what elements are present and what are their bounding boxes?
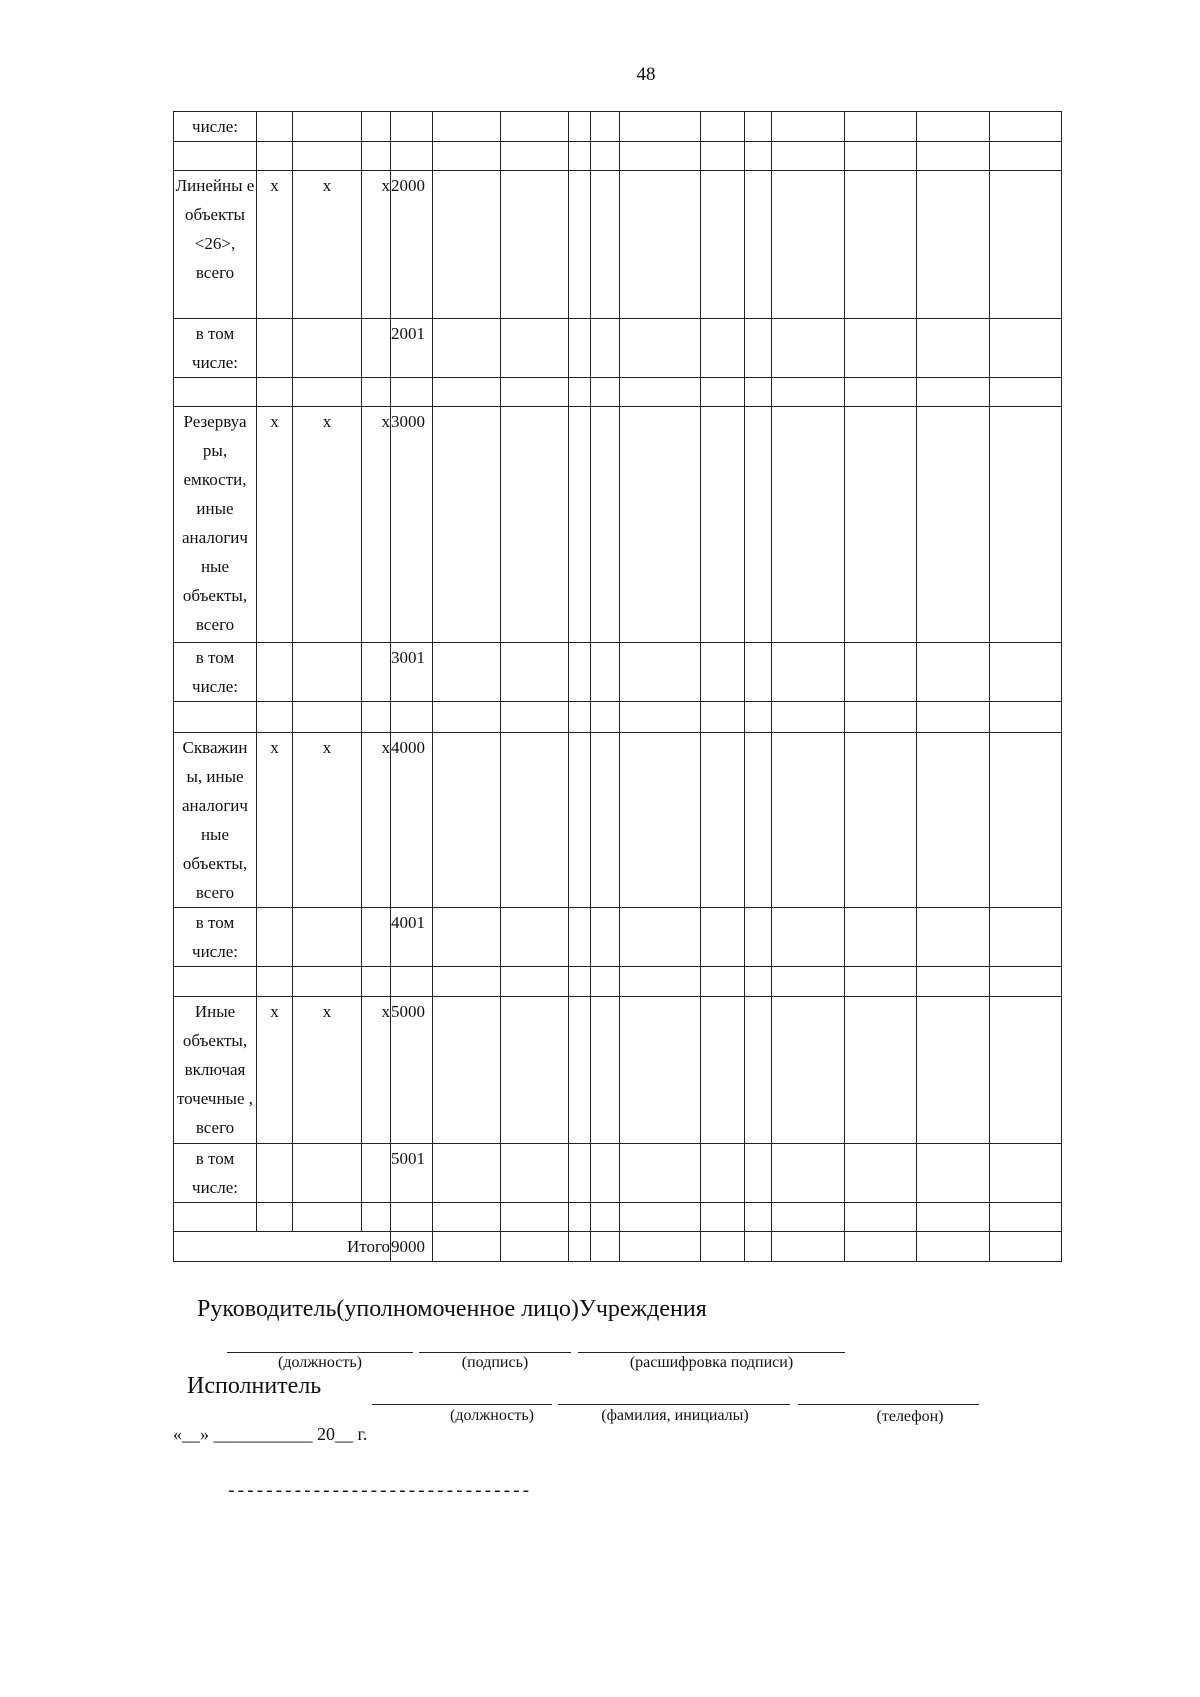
table-cell bbox=[391, 378, 433, 407]
table-cell bbox=[990, 908, 1062, 967]
table-cell bbox=[772, 997, 845, 1144]
table-cell bbox=[845, 112, 917, 142]
executor-title: Исполнитель bbox=[187, 1373, 322, 1399]
head-signature-title: Руководитель(уполномоченное лицо)Учреждения bbox=[197, 1296, 707, 1322]
row-code: 9000 bbox=[391, 1232, 433, 1262]
table-row bbox=[174, 378, 1062, 407]
table-cell bbox=[620, 1144, 701, 1203]
table-cell bbox=[990, 733, 1062, 908]
table-cell bbox=[845, 967, 917, 997]
table-row bbox=[174, 908, 1062, 967]
table-cell bbox=[845, 997, 917, 1144]
table-cell bbox=[845, 142, 917, 171]
table-cell bbox=[990, 378, 1062, 407]
executor-position-caption: (должность) bbox=[450, 1407, 534, 1424]
table-cell bbox=[433, 319, 501, 378]
row-code: 2000 bbox=[391, 171, 433, 319]
head-signature-line[interactable] bbox=[419, 1352, 571, 1353]
table-cell bbox=[701, 171, 745, 319]
row-name: в том числе: bbox=[174, 643, 257, 702]
table-cell bbox=[701, 643, 745, 702]
table-cell bbox=[990, 142, 1062, 171]
table-cell bbox=[391, 702, 433, 733]
cell-x: х bbox=[257, 171, 293, 319]
table-cell bbox=[917, 319, 990, 378]
cell-x: х bbox=[257, 733, 293, 908]
table-cell bbox=[845, 733, 917, 908]
cell-x bbox=[362, 112, 391, 142]
table-cell bbox=[772, 378, 845, 407]
table-cell bbox=[845, 643, 917, 702]
table-cell bbox=[917, 1203, 990, 1232]
table-cell bbox=[772, 967, 845, 997]
table-cell bbox=[701, 1232, 745, 1262]
table-cell bbox=[917, 1232, 990, 1262]
table-cell bbox=[391, 142, 433, 171]
table-cell bbox=[701, 997, 745, 1144]
table-cell bbox=[433, 1232, 501, 1262]
table-cell bbox=[845, 378, 917, 407]
cell-x: х bbox=[293, 997, 362, 1144]
table-cell bbox=[569, 733, 591, 908]
table-row bbox=[174, 702, 1062, 733]
row-code: 5000 bbox=[391, 997, 433, 1144]
table-cell bbox=[917, 702, 990, 733]
head-decoding-caption: (расшифровка подписи) bbox=[629, 1354, 794, 1371]
table-cell bbox=[569, 1144, 591, 1203]
table-cell bbox=[990, 319, 1062, 378]
table-cell bbox=[569, 997, 591, 1144]
table-cell bbox=[845, 171, 917, 319]
cell-x bbox=[293, 1144, 362, 1203]
table-cell bbox=[433, 171, 501, 319]
table-cell bbox=[917, 1144, 990, 1203]
table-cell bbox=[569, 407, 591, 643]
table-cell bbox=[591, 142, 620, 171]
table-cell bbox=[362, 378, 391, 407]
table-cell bbox=[845, 1203, 917, 1232]
table-cell bbox=[569, 1232, 591, 1262]
row-code: 2001 bbox=[391, 319, 433, 378]
table-row bbox=[174, 171, 1062, 319]
table-row bbox=[174, 1203, 1062, 1232]
head-signature-caption: (подпись) bbox=[461, 1354, 529, 1371]
cell-x bbox=[362, 908, 391, 967]
row-name: числе: bbox=[174, 112, 257, 142]
table-cell bbox=[257, 378, 293, 407]
cell-x: х bbox=[257, 997, 293, 1144]
row-name: Скважин ы, иные аналогич ные объекты, всего bbox=[174, 733, 257, 908]
table-cell bbox=[620, 967, 701, 997]
table-cell bbox=[433, 733, 501, 908]
table-cell bbox=[772, 1203, 845, 1232]
cell-x: х bbox=[362, 407, 391, 643]
table-cell bbox=[501, 702, 569, 733]
table-cell bbox=[745, 1232, 772, 1262]
table-cell bbox=[620, 643, 701, 702]
cell-x: х bbox=[257, 407, 293, 643]
table-row bbox=[174, 733, 1062, 908]
table-cell bbox=[257, 1203, 293, 1232]
date-line: «__» ___________ 20__ г. bbox=[173, 1424, 368, 1444]
table-cell bbox=[569, 378, 591, 407]
table-cell bbox=[772, 319, 845, 378]
head-position-caption: (должность) bbox=[278, 1354, 362, 1371]
table-cell bbox=[990, 1144, 1062, 1203]
table-cell bbox=[701, 1203, 745, 1232]
table-cell bbox=[845, 407, 917, 643]
table-cell bbox=[745, 319, 772, 378]
table-cell bbox=[569, 967, 591, 997]
table-cell bbox=[501, 967, 569, 997]
table-cell bbox=[433, 407, 501, 643]
page-number: 48 bbox=[636, 64, 656, 85]
cell-x bbox=[362, 319, 391, 378]
table-cell bbox=[433, 112, 501, 142]
table-cell bbox=[745, 171, 772, 319]
cell-x bbox=[293, 643, 362, 702]
table-cell bbox=[174, 1203, 257, 1232]
table-cell bbox=[591, 407, 620, 643]
executor-position-line[interactable] bbox=[372, 1404, 552, 1405]
table-cell bbox=[501, 1144, 569, 1203]
cell-x bbox=[257, 112, 293, 142]
table-row bbox=[174, 112, 1062, 142]
table-cell bbox=[433, 1144, 501, 1203]
table-cell bbox=[620, 112, 701, 142]
table-cell bbox=[591, 702, 620, 733]
table-cell bbox=[772, 1232, 845, 1262]
cell-x bbox=[362, 1144, 391, 1203]
table-cell bbox=[433, 378, 501, 407]
cell-x bbox=[362, 643, 391, 702]
row-name: Иные объекты, включая точечные , всего bbox=[174, 997, 257, 1144]
table-cell bbox=[257, 967, 293, 997]
table-cell bbox=[569, 702, 591, 733]
table-cell bbox=[174, 967, 257, 997]
table-cell bbox=[772, 643, 845, 702]
table-cell bbox=[701, 112, 745, 142]
cell-x bbox=[257, 1144, 293, 1203]
table-cell bbox=[569, 171, 591, 319]
table-cell bbox=[745, 733, 772, 908]
table-cell bbox=[591, 997, 620, 1144]
row-code: 4000 bbox=[391, 733, 433, 908]
table-cell bbox=[620, 908, 701, 967]
table-cell bbox=[591, 1232, 620, 1262]
row-code: 5001 bbox=[391, 1144, 433, 1203]
row-code: 3000 bbox=[391, 407, 433, 643]
row-name: в том числе: bbox=[174, 319, 257, 378]
row-name: в том числе: bbox=[174, 908, 257, 967]
table-cell bbox=[620, 171, 701, 319]
table-cell bbox=[772, 1144, 845, 1203]
head-decoding-line[interactable] bbox=[578, 1352, 845, 1353]
table-cell bbox=[620, 1232, 701, 1262]
table-cell bbox=[845, 319, 917, 378]
table-cell bbox=[591, 643, 620, 702]
table-cell bbox=[772, 702, 845, 733]
table-cell bbox=[433, 702, 501, 733]
cell-x: х bbox=[362, 997, 391, 1144]
cell-x: х bbox=[293, 171, 362, 319]
table-cell bbox=[569, 112, 591, 142]
table-cell bbox=[701, 319, 745, 378]
table-cell bbox=[620, 1203, 701, 1232]
cell-x bbox=[257, 643, 293, 702]
table-cell bbox=[293, 378, 362, 407]
table-cell bbox=[990, 967, 1062, 997]
table-cell bbox=[501, 378, 569, 407]
table-cell bbox=[990, 171, 1062, 319]
separator-line: -------------------------------- bbox=[226, 1482, 531, 1502]
cell-x: х bbox=[362, 733, 391, 908]
table-cell bbox=[917, 378, 990, 407]
cell-x: х bbox=[293, 407, 362, 643]
table-cell bbox=[569, 643, 591, 702]
table-cell bbox=[745, 142, 772, 171]
row-code bbox=[391, 112, 433, 142]
row-code: 3001 bbox=[391, 643, 433, 702]
table-cell bbox=[362, 1203, 391, 1232]
objects-table bbox=[173, 111, 1062, 1262]
table-cell bbox=[174, 702, 257, 733]
cell-x bbox=[293, 319, 362, 378]
row-name: Линейны е объекты <26>, всего bbox=[174, 171, 257, 319]
table-cell bbox=[362, 967, 391, 997]
table-cell bbox=[591, 378, 620, 407]
table-row bbox=[174, 319, 1062, 378]
table-cell bbox=[591, 733, 620, 908]
table-cell bbox=[257, 702, 293, 733]
table-cell bbox=[917, 908, 990, 967]
table-cell bbox=[745, 967, 772, 997]
table-cell bbox=[990, 112, 1062, 142]
table-cell bbox=[501, 171, 569, 319]
table-cell bbox=[990, 643, 1062, 702]
table-cell bbox=[591, 112, 620, 142]
table-cell bbox=[591, 1203, 620, 1232]
executor-phone-caption: (телефон) bbox=[876, 1408, 944, 1425]
table-cell bbox=[745, 378, 772, 407]
table-cell bbox=[990, 407, 1062, 643]
table-cell bbox=[745, 702, 772, 733]
table-cell bbox=[990, 1203, 1062, 1232]
table-cell bbox=[701, 702, 745, 733]
table-cell bbox=[620, 319, 701, 378]
table-cell bbox=[293, 967, 362, 997]
table-cell bbox=[701, 733, 745, 908]
table-row bbox=[174, 967, 1062, 997]
table-cell bbox=[990, 997, 1062, 1144]
cell-x bbox=[293, 112, 362, 142]
head-position-line[interactable] bbox=[227, 1352, 413, 1353]
table-cell bbox=[569, 319, 591, 378]
table-cell bbox=[501, 643, 569, 702]
table-row bbox=[174, 997, 1062, 1144]
table-cell bbox=[257, 142, 293, 171]
executor-phone-line[interactable] bbox=[798, 1404, 979, 1405]
table-cell bbox=[501, 1203, 569, 1232]
table-cell bbox=[701, 142, 745, 171]
table-cell bbox=[501, 908, 569, 967]
table-cell bbox=[293, 1203, 362, 1232]
table-cell bbox=[569, 1203, 591, 1232]
table-cell bbox=[391, 967, 433, 997]
table-cell bbox=[174, 378, 257, 407]
table-cell bbox=[433, 643, 501, 702]
table-cell bbox=[501, 407, 569, 643]
table-cell bbox=[990, 702, 1062, 733]
table-cell bbox=[845, 702, 917, 733]
table-cell bbox=[701, 378, 745, 407]
table-cell bbox=[845, 1144, 917, 1203]
table-cell bbox=[620, 142, 701, 171]
executor-name-caption: (фамилия, инициалы) bbox=[601, 1407, 749, 1424]
table-cell bbox=[772, 112, 845, 142]
table-cell bbox=[293, 142, 362, 171]
table-cell bbox=[591, 319, 620, 378]
table-cell bbox=[433, 967, 501, 997]
table-cell bbox=[772, 142, 845, 171]
table-cell bbox=[591, 1144, 620, 1203]
table-cell bbox=[845, 1232, 917, 1262]
table-cell bbox=[990, 1232, 1062, 1262]
table-cell bbox=[917, 171, 990, 319]
table-cell bbox=[501, 1232, 569, 1262]
table-cell bbox=[917, 112, 990, 142]
table-cell bbox=[701, 1144, 745, 1203]
table-cell bbox=[917, 142, 990, 171]
executor-name-line[interactable] bbox=[558, 1404, 790, 1405]
table-cell bbox=[917, 407, 990, 643]
row-code: 4001 bbox=[391, 908, 433, 967]
table-cell bbox=[917, 997, 990, 1144]
table-cell bbox=[433, 1203, 501, 1232]
table-cell bbox=[620, 407, 701, 643]
table-cell bbox=[433, 997, 501, 1144]
table-cell bbox=[845, 908, 917, 967]
table-cell bbox=[772, 733, 845, 908]
table-cell bbox=[772, 171, 845, 319]
table-cell bbox=[620, 378, 701, 407]
table-cell bbox=[701, 967, 745, 997]
table-cell bbox=[745, 112, 772, 142]
table-row bbox=[174, 142, 1062, 171]
table-cell bbox=[701, 908, 745, 967]
table-cell bbox=[772, 407, 845, 643]
table-cell bbox=[917, 643, 990, 702]
table-cell bbox=[391, 1203, 433, 1232]
table-cell bbox=[501, 733, 569, 908]
table-cell bbox=[433, 908, 501, 967]
table-cell bbox=[701, 407, 745, 643]
table-cell bbox=[433, 142, 501, 171]
table-cell bbox=[362, 702, 391, 733]
table-cell bbox=[917, 967, 990, 997]
table-cell bbox=[745, 997, 772, 1144]
table-cell bbox=[620, 733, 701, 908]
table-cell bbox=[569, 142, 591, 171]
table-cell bbox=[569, 908, 591, 967]
table-cell bbox=[591, 171, 620, 319]
table-cell bbox=[501, 319, 569, 378]
row-name: Резервуа ры, емкости, иные аналогич ные объекты, всего bbox=[174, 407, 257, 643]
table-cell bbox=[362, 142, 391, 171]
table-cell bbox=[745, 908, 772, 967]
table-cell bbox=[501, 997, 569, 1144]
table-row bbox=[174, 643, 1062, 702]
table-cell bbox=[591, 967, 620, 997]
table-cell bbox=[745, 407, 772, 643]
table-row bbox=[174, 407, 1062, 643]
table-cell bbox=[501, 112, 569, 142]
table-cell bbox=[501, 142, 569, 171]
table-cell bbox=[293, 702, 362, 733]
table-cell bbox=[620, 702, 701, 733]
total-label: Итого bbox=[174, 1232, 391, 1262]
table-cell bbox=[917, 733, 990, 908]
cell-x bbox=[257, 319, 293, 378]
table-cell bbox=[745, 1144, 772, 1203]
table-cell bbox=[772, 908, 845, 967]
row-name: в том числе: bbox=[174, 1144, 257, 1203]
table-cell bbox=[745, 643, 772, 702]
table-row bbox=[174, 1232, 1062, 1262]
table-cell bbox=[620, 997, 701, 1144]
table-cell bbox=[591, 908, 620, 967]
table-cell bbox=[174, 142, 257, 171]
cell-x: х bbox=[362, 171, 391, 319]
cell-x bbox=[293, 908, 362, 967]
table-cell bbox=[745, 1203, 772, 1232]
cell-x bbox=[257, 908, 293, 967]
cell-x: х bbox=[293, 733, 362, 908]
table-row bbox=[174, 1144, 1062, 1203]
